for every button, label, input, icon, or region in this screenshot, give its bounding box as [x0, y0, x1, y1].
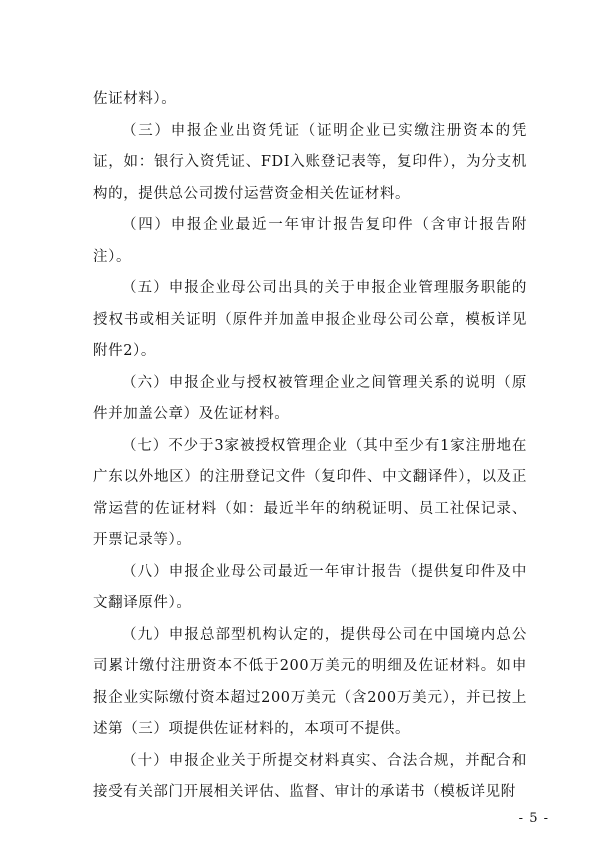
- paragraph-continuation: 佐证材料）。: [93, 91, 177, 107]
- paragraph-item-10: （十）申报企业关于所提交材料真实、合法合规，并配合和接受有关部门开展相关评估、监督、审计的承诺书（模板详见附: [93, 752, 527, 800]
- paragraph-item-8: （八）申报企业母公司最近一年审计报告（提供复印件及中文翻译原件）。: [93, 563, 527, 611]
- paragraph-item-6: （六）申报企业与授权被管理企业之间管理关系的说明（原件并加盖公章）及佐证材料。: [93, 374, 527, 422]
- paragraph-item-9: （九）申报总部型机构认定的，提供母公司在中国境内总公司累计缴付注册资本不低于200万美元的明细及佐证材料。如申报企业实际缴付资本超过200万美元（含200万美元），并已按上述第（三）项提供佐证材料的，本项可不提供。: [93, 626, 527, 737]
- paragraph-item-3: （三）申报企业出资凭证（证明企业已实缴注册资本的凭证，如：银行入资凭证、FDI入账登记表等，复印件），为分支机构的，提供总公司拨付运营资金相关佐证材料。: [93, 122, 527, 202]
- document-body: [93, 84, 527, 809]
- paragraph-item-4: （四）申报企业最近一年审计报告复印件（含审计报告附注）。: [93, 217, 527, 265]
- paragraph-item-5: （五）申报企业母公司出具的关于申报企业管理服务职能的授权书或相关证明（原件并加盖申报企业母公司公章，模板详见附件2）。: [93, 280, 527, 359]
- paragraph-item-7: （七）不少于3家被授权管理企业（其中至少有1家注册地在广东以外地区）的注册登记文件（复印件、中文翻译件），以及正常运营的佐证材料（如：最近半年的纳税证明、员工社保记录、开票记录等）。: [93, 437, 527, 548]
- page-number: - 5 -: [518, 811, 549, 826]
